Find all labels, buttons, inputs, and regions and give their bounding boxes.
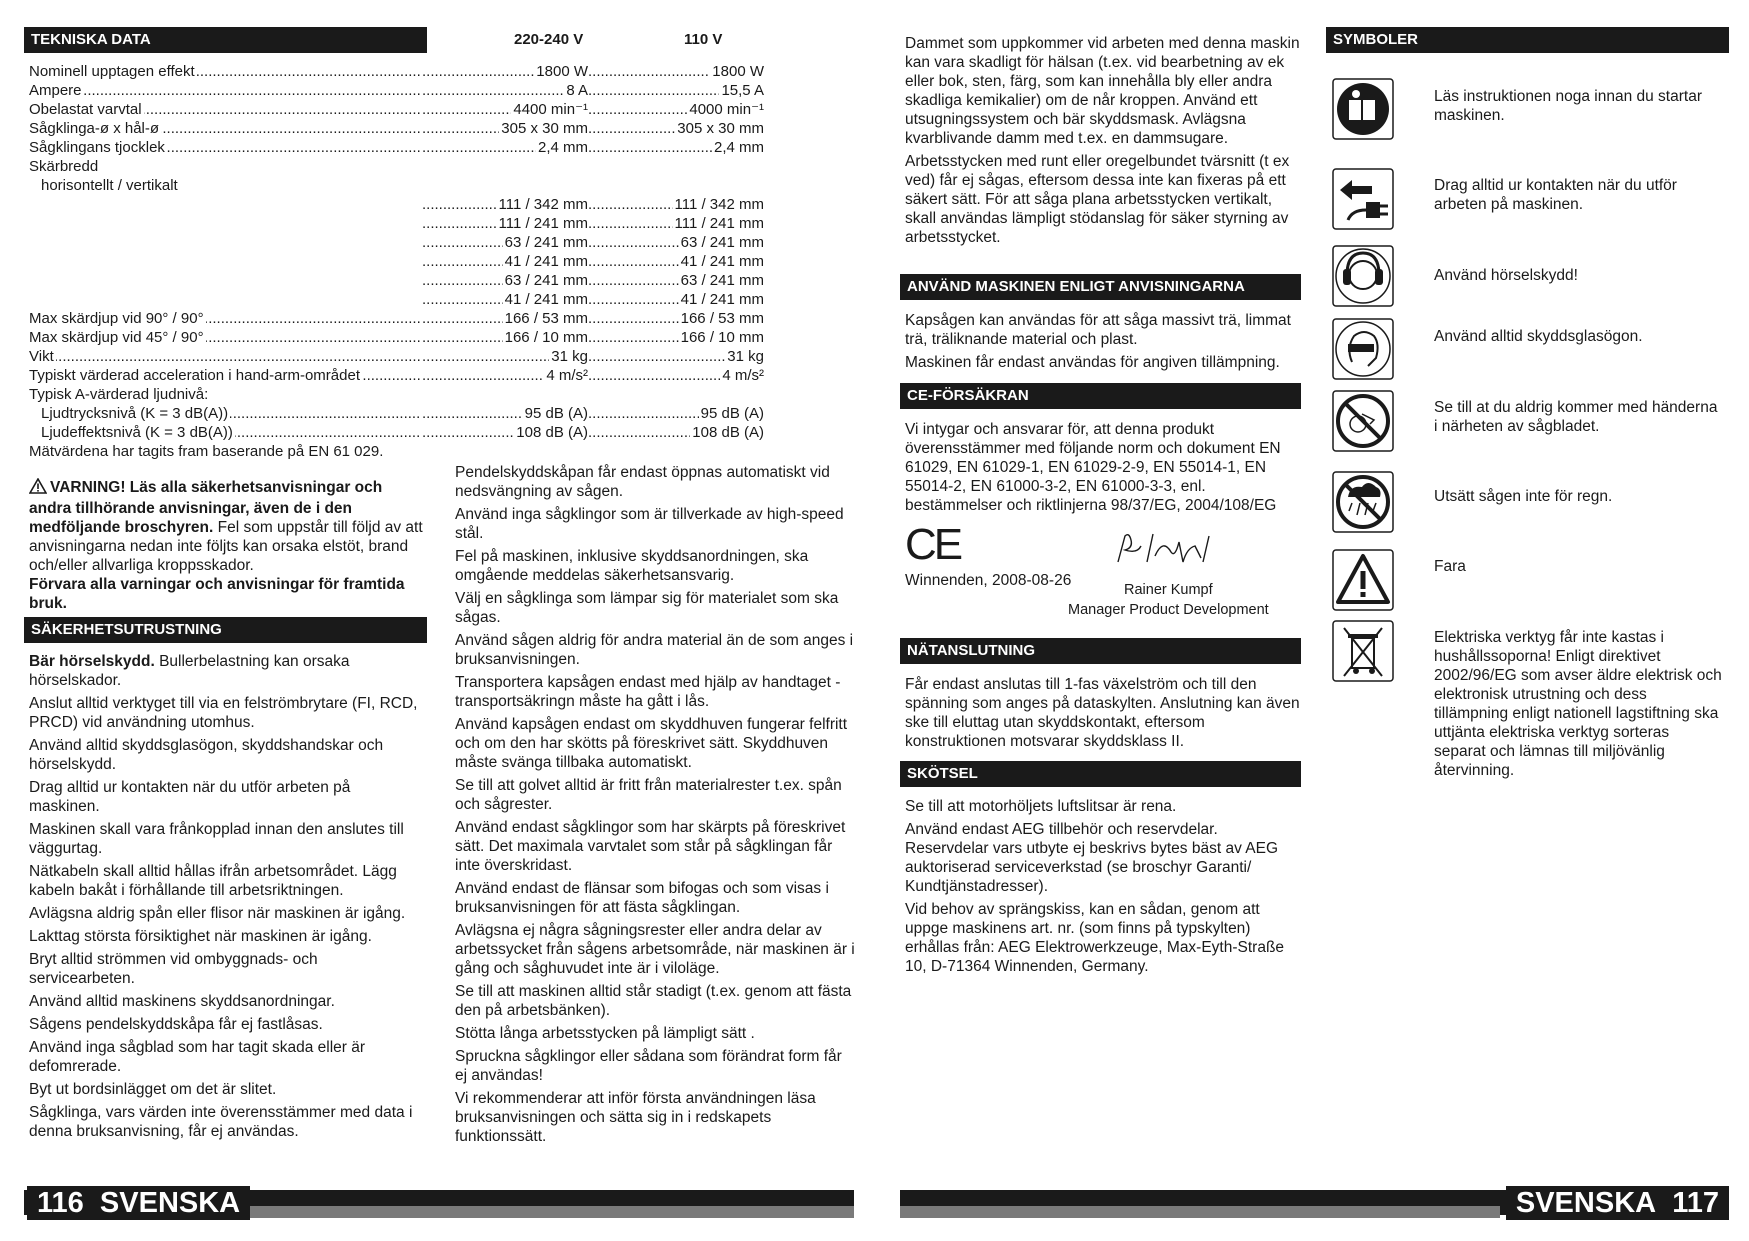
safety-item: Stötta långa arbetsstycken på lämpligt sätt . (455, 1025, 755, 1042)
no-hands-icon (1332, 390, 1394, 452)
spec-row (29, 347, 769, 366)
spec-value: ..... 95 dB (A) (588, 404, 764, 423)
safety-item: Bär hörselskydd. Bullerbelastning kan orsaka hörselskador. (29, 653, 350, 689)
usage-list (905, 311, 1305, 376)
spec-value: ..... 8 A (422, 81, 588, 100)
spec-heading: Mätvärdena har tagits fram baserande på EN 61 029. (29, 443, 384, 460)
spec-value: ..... 63 / 241 mm (422, 233, 588, 252)
spec-label: ..... Vikt (29, 347, 421, 366)
safety-item: Använd alltid skyddsglasögon, skyddshandskar och hörselskydd. (29, 737, 384, 773)
safety-list (29, 652, 425, 1145)
signer-name: Rainer Kumpf (1124, 582, 1213, 598)
spec-value: ..... 95 dB (A) (422, 404, 588, 423)
spec-value: ..... 41 / 241 mm (422, 252, 588, 271)
safety-item: Använd inga sågklingor som är tillverkade av high-speed stål. (455, 506, 844, 542)
symbol-description: Fara (1434, 558, 1466, 575)
spec-value: ..... 4000 min⁻¹ (588, 100, 764, 119)
spec-value: ..... 305 x 30 mm (422, 119, 588, 138)
spec-value: ..... 108 dB (A) (422, 423, 588, 442)
spec-value: ..... 111 / 241 mm (588, 214, 764, 233)
spec-row (29, 100, 769, 119)
paragraph: Dammet som uppkommer vid arbeten med denna maskin kan vara skadligt för hälsan (t.ex. vid bearbetning av ek eller bok, sten, färg, som kan innehålla bly eller andra skadliga kemikalier) om de når kroppen. Använd ett utsugningssystem och bär skyddsmask. Avlägsna kvarblivande damm med t.ex. en dammsugare. (905, 35, 1300, 147)
spec-heading: horisontellt / vertikalt (41, 177, 178, 194)
spec-value: ..... 166 / 53 mm (422, 309, 588, 328)
spec-value: ..... 41 / 241 mm (588, 290, 764, 309)
safety-item: Använd sågen aldrig för andra material än de som anges i bruksanvisningen. (455, 632, 854, 668)
safety-item: Nätkabeln skall alltid hållas ifrån arbetsområdet. Lägg kabeln bakåt i förhållande till arbetsriktningen. (29, 863, 397, 899)
spec-value: ..... 111 / 241 mm (422, 214, 588, 233)
footer-grey-left (250, 1206, 854, 1218)
spec-row (29, 214, 769, 233)
safety-item: Sågklinga, vars värden inte överensstämmer med data i denna bruksanvisning, får ej användas. (29, 1104, 413, 1140)
safety-item: Använd inga sågblad som har tagit skada eller är defomrerade. (29, 1039, 366, 1075)
eye-protection-icon (1332, 318, 1394, 380)
usage-item: Kapsågen kan användas för att såga massivt trä, limmat trä, träliknande material och plast. (905, 312, 1291, 348)
natanslutning-header: NÄTANSLUTNING (900, 638, 1301, 664)
safety-item: Drag alltid ur kontakten när du utför arbeten på maskinen. (29, 779, 351, 815)
spec-value: ..... 41 / 241 mm (422, 290, 588, 309)
safety-item: Fel på maskinen, inklusive skyddsanordningen, ska omgående meddelas säkerhetsansvarig. (455, 548, 809, 584)
spec-label: ..... Sågklinga-ø x hål-ø (29, 119, 421, 138)
dust-warning (905, 34, 1305, 251)
spec-value: ..... 111 / 342 mm (588, 195, 764, 214)
unplug-icon (1332, 168, 1394, 230)
symbol-description: Använd hörselskydd! (1434, 267, 1578, 284)
ce-text: Vi intygar och ansvarar för, att denna produkt överensstämmer med följande norm och dokument EN 61029, EN 61029-1, EN 61029-2-9, EN 55014-1, EN 55014-2, EN 61000-3-2, EN 61000-3-3, enl. bestämmelser och riktlinjerna 98/37/EG, 2004/108/EG (905, 421, 1281, 514)
spec-label: ..... Nominell upptagen effekt (29, 62, 421, 81)
symbol-description: Drag alltid ur kontakten när du utför arbeten på maskinen. (1434, 177, 1677, 213)
spec-row (29, 195, 769, 214)
safety-item: Lakttag största försiktighet när maskinen är igång. (29, 928, 372, 945)
warning-block (29, 478, 425, 613)
voltage-column-2: 110 V (684, 31, 723, 48)
sakerhetsutrustning-header: SÄKERHETSUTRUSTNING (24, 617, 427, 643)
spec-value: ..... 63 / 241 mm (422, 271, 588, 290)
spec-value: ..... 1800 W (588, 62, 764, 81)
spec-value: ..... 63 / 241 mm (588, 233, 764, 252)
read-manual-icon (1332, 78, 1394, 140)
signature (1113, 528, 1233, 573)
safety-item: Sågens pendelskyddskåpa får ej fastlåsas. (29, 1016, 323, 1033)
safety-item: Maskinen skall vara frånkopplad innan den anslutes till väggurtag. (29, 821, 404, 857)
voltage-column-1: 220-240 V (514, 31, 584, 48)
usage-item: Maskinen får endast användas för angiven tillämpning. (905, 354, 1280, 371)
tekniska-data-header: TEKNISKA DATA (24, 27, 427, 53)
spec-row (29, 81, 769, 100)
spec-label: ..... Ljudeffektsnivå (K = 3 dB(A)) (41, 423, 421, 442)
safety-item: Pendelskyddskåpan får endast öppnas automatiskt vid nedsvängning av sågen. (455, 464, 830, 500)
safety-item: Avlägsna aldrig spån eller flisor när maskinen är igång. (29, 905, 406, 922)
footer-grey-right (900, 1206, 1500, 1218)
safety-item: Använd kapsågen endast om skyddhuven fungerar felfritt och om den har skötts på föreskrivet sätt. Skyddhuven måste svänga tillbaka automatiskt. (455, 716, 848, 771)
page-number-right: SVENSKA 117 (1506, 1186, 1729, 1220)
middle-column-list (455, 463, 855, 1150)
spec-value: ..... 166 / 10 mm (588, 328, 764, 347)
warning-keep: Förvara alla varningar och anvisningar för framtida bruk. (29, 576, 405, 612)
warning-triangle-icon (29, 478, 47, 499)
spec-label: ..... Ljudtrycksnivå (K = 3 dB(A)) (41, 404, 421, 423)
spec-row (29, 233, 769, 252)
spec-value: ..... 31 kg (588, 347, 764, 366)
safety-item: Använd endast sågklingor som har skärpts på föreskrivet sätt. Det maximala varvtalet som står på sågklingan får inte överskridast. (455, 819, 846, 874)
safety-item: Välj en sågklinga som lämpar sig för materialet som ska sågas. (455, 590, 839, 626)
spec-value: ..... 4 m/s² (422, 366, 588, 385)
spec-value: ..... 166 / 10 mm (422, 328, 588, 347)
spec-value: ..... 4 m/s² (588, 366, 764, 385)
symboler-header: SYMBOLER (1326, 27, 1729, 53)
spec-label: ..... Typiskt värderad acceleration i hand-arm-området (29, 366, 421, 385)
maintenance-item: Se till att motorhöljets luftslitsar är rena. (905, 798, 1177, 815)
spec-value: ..... 4400 min⁻¹ (422, 100, 588, 119)
symbol-description: Utsätt sågen inte för regn. (1434, 488, 1613, 505)
spec-row (29, 366, 769, 385)
page-number-left: 116 SVENSKA (27, 1186, 250, 1220)
spec-row (29, 423, 769, 442)
ce-date: Winnenden, 2008-08-26 (905, 572, 1072, 589)
safety-item: Bryt alltid strömmen vid ombyggnads- och servicearbeten. (29, 951, 318, 987)
spec-label: ..... Sågklingans tjocklek (29, 138, 421, 157)
safety-item: Transportera kapsågen endast med hjälp av handtaget - transportsäkringn måste ha gått i lås. (455, 674, 841, 710)
paragraph: Arbetsstycken med runt eller oregelbundet tvärsnitt (t ex ved) får ej sågas, eftersom dessa inte kan fixeras på ett säkert sätt. För att såga plana arbetsstycken vertikalt, skall användas lämpligt stödanslag för säker styrning av arbetsstycket. (905, 153, 1290, 246)
spec-value: ..... 15,5 A (588, 81, 764, 100)
spec-value: ..... 1800 W (422, 62, 588, 81)
technical-data-table (29, 62, 769, 461)
weee-bin-icon (1332, 620, 1394, 682)
spec-value: ..... 111 / 342 mm (422, 195, 588, 214)
spec-row (29, 309, 769, 328)
spec-value: ..... 63 / 241 mm (588, 271, 764, 290)
spec-row (29, 252, 769, 271)
safety-item: Se till att golvet alltid är fritt från materialrester t.ex. spån och sågrester. (455, 777, 842, 813)
spec-heading: Typisk A-värderad ljudnivå: (29, 386, 209, 403)
safety-item: Använd endast de flänsar som bifogas och som visas i bruksanvisningen för att fästa sågklingan. (455, 880, 829, 916)
spec-value: ..... 166 / 53 mm (588, 309, 764, 328)
warning-text: Fel som uppstår till följd av att anvisningarna nedan inte följts kan orsaka elstöt, brand och/eller allvarliga kroppsskador. (29, 519, 423, 574)
spec-value: ..... 2,4 mm (588, 138, 764, 157)
safety-item: Spruckna sågklingor eller sådana som förändrat form får ej användas! (455, 1048, 842, 1084)
no-rain-icon (1332, 471, 1394, 533)
warning-bold: VARNING! Läs alla säkerhetsanvisningar och andra tillhörande anvisningar, även de i den medföljande broschyren. (29, 479, 383, 536)
safety-item: Anslut alltid verktyget till via en felströmbrytare (FI, RCD, PRCD) vid användning utomhus. (29, 695, 418, 731)
spec-row (29, 404, 769, 423)
spec-label: ..... Obelastat varvtal (29, 100, 421, 119)
spec-value: ..... 31 kg (422, 347, 588, 366)
maintenance-item: Vid behov av sprängskiss, kan en sådan, genom att uppge maskinens art. nr. (som finns på typskylten) erhållas från: AEG Elektrowerkzeuge, Max-Eyth-Straße 10, D-71364 Winnenden, Germany. (905, 901, 1285, 975)
ear-protection-icon (1332, 245, 1394, 307)
skotsel-header: SKÖTSEL (900, 761, 1301, 787)
symbol-description: Elektriska verktyg får inte kastas i hushållssoporna! Enligt direktivet 2002/96/EG som avser äldre elektrisk och elektronisk utrustning och dess tillämpning enligt nationell lagstiftning ska uttjänta elektriska verktyg sorteras separat och lämnas till miljövänlig återvinning. (1434, 629, 1722, 779)
ce-header: CE-FÖRSÄKRAN (900, 383, 1301, 409)
symbol-description: Läs instruktionen noga innan du startar maskinen. (1434, 88, 1702, 124)
spec-label: ..... Max skärdjup vid 45° / 90° (29, 328, 421, 347)
spec-value: ..... 2,4 mm (422, 138, 588, 157)
spec-heading: Skärbredd (29, 158, 99, 175)
spec-row (29, 119, 769, 138)
anvand-header: ANVÄND MASKINEN ENLIGT ANVISNINGARNA (900, 274, 1301, 300)
symbol-description: Se till at du aldrig kommer med händerna i närheten av sågbladet. (1434, 399, 1718, 435)
maintenance-item: Använd endast AEG tillbehör och reservdelar. Reservdelar vars utbyte ej beskrivs bytes bäst av AEG auktoriserad serviceverkstad (se broschyr Garanti/ Kundtjänstadresser). (905, 821, 1279, 895)
signer-title: Manager Product Development (1068, 602, 1269, 618)
safety-item: Använd alltid maskinens skyddsanordningar. (29, 993, 335, 1010)
safety-item: Avlägsna ej några sågningsrester eller andra delar av arbetssycket från sågens arbetsområde, när maskinen är i gång och såghuvudet inte är i viloläge. (455, 922, 855, 977)
symbol-description: Använd alltid skyddsglasögon. (1434, 328, 1643, 345)
spec-row (29, 138, 769, 157)
spec-value: ..... 41 / 241 mm (588, 252, 764, 271)
danger-icon (1332, 549, 1394, 611)
maintenance-list (905, 797, 1303, 980)
safety-item: Se till att maskinen alltid står stadigt (t.ex. genom att fästa den på arbetsbänken). (455, 983, 852, 1019)
spec-row (29, 328, 769, 347)
spec-label: ..... Max skärdjup vid 90° / 90° (29, 309, 421, 328)
spec-row (29, 62, 769, 81)
safety-item: Byt ut bordsinlägget om det är slitet. (29, 1081, 277, 1098)
spec-row (29, 271, 769, 290)
ce-mark: CE (905, 520, 961, 569)
safety-item: Vi rekommenderar att inför första användningen läsa bruksanvisningen och sätta sig in i redskapets funktionssätt. (455, 1090, 816, 1145)
spec-value: ..... 305 x 30 mm (588, 119, 764, 138)
spec-value: ..... 108 dB (A) (588, 423, 764, 442)
spec-label: ..... Ampere (29, 81, 421, 100)
spec-row (29, 290, 769, 309)
natanslutning-text: Får endast anslutas till 1-fas växelström och till den spänning som anges på dataskylten. Anslutning kan även ske till eluttag utan skyddskontakt, eftersom konstruktionen motsvarar skyddsklass II. (905, 676, 1300, 750)
